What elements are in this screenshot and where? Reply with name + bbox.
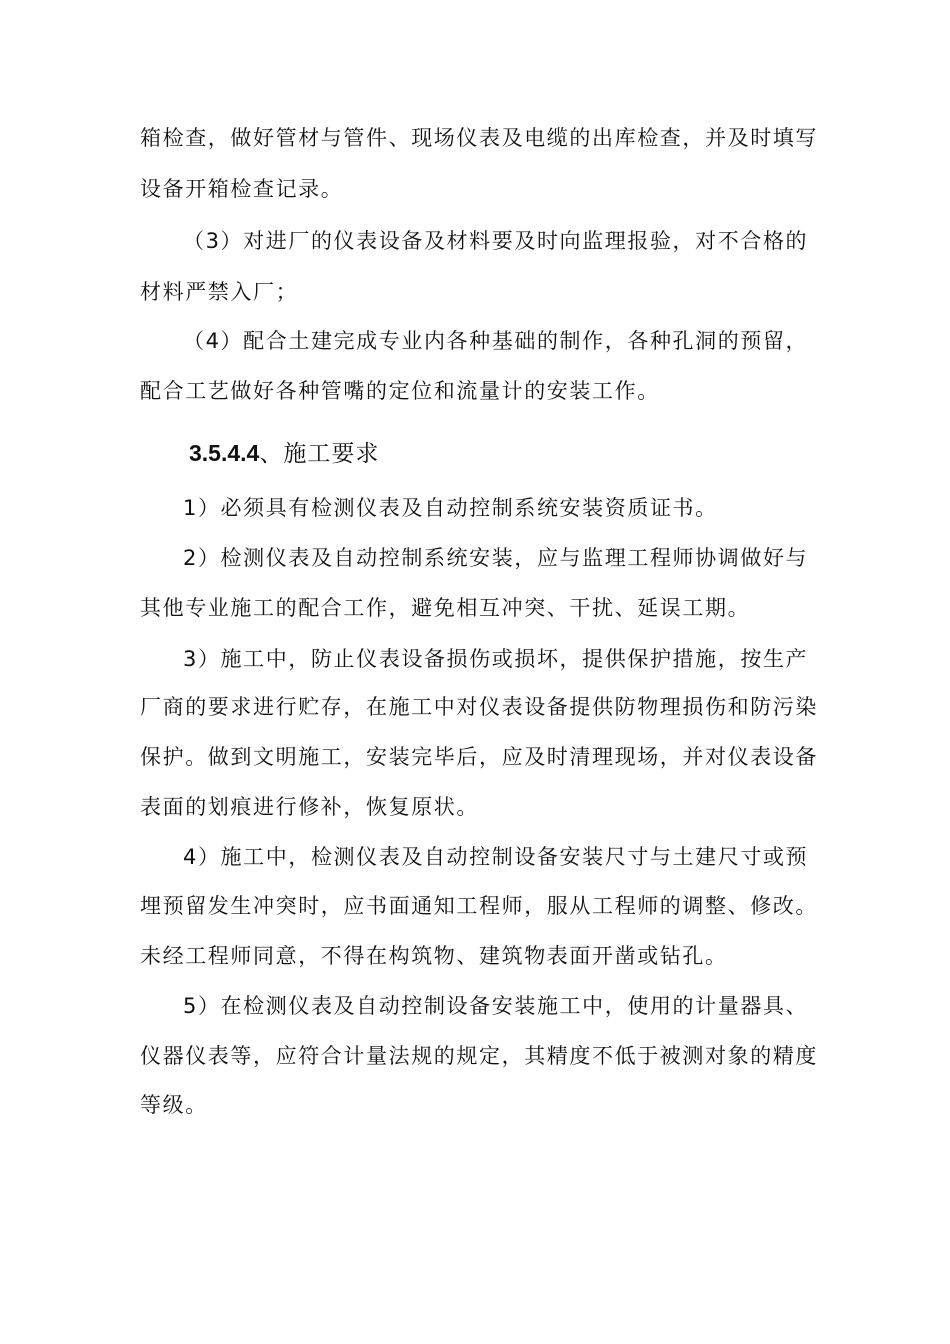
para-intro-line-1: 箱检查，做好管材与管件、现场仪表及电缆的出库检查，并及时填写	[140, 126, 818, 150]
req-2-line-1: 2）检测仪表及自动控制系统安装，应与监理工程师协调做好与	[183, 546, 809, 570]
req-3-line-3: 保护。做到文明施工，安装完毕后，应及时清理现场，并对仪表设备	[140, 745, 818, 769]
req-4-line-3: 未经工程师同意，不得在构筑物、建筑物表面开凿或钻孔。	[140, 944, 728, 968]
req-5-line-1: 5）在检测仪表及自动控制设备安装施工中，使用的计量器具、	[183, 994, 809, 1018]
req-5-line-3: 等级。	[140, 1093, 208, 1117]
section-heading	[189, 436, 379, 471]
para-intro-line-2: 设备开箱检查记录。	[140, 177, 344, 201]
para-4-line-2: 配合工艺做好各种管嘴的定位和流量计的安装工作。	[140, 379, 660, 403]
req-1-line-1: 1）必须具有检测仪表及自动控制系统安装资质证书。	[183, 496, 718, 520]
req-5-line-2: 仪器仪表等，应符合计量法规的规定，其精度不低于被测对象的精度	[140, 1044, 818, 1068]
req-4-line-2: 埋预留发生冲突时，应书面通知工程师，服从工程师的调整、修改。	[140, 894, 818, 918]
para-3-line-2: 材料严禁入厂；	[140, 280, 299, 304]
req-4-line-1: 4）施工中，检测仪表及自动控制设备安装尺寸与土建尺寸或预	[183, 845, 809, 869]
req-2-line-2: 其他专业施工的配合工作，避免相互冲突、干扰、延误工期。	[140, 596, 751, 620]
section-number: 3.5.4.4	[189, 440, 260, 466]
para-3-line-1: （3）对进厂的仪表设备及材料要及时向监理报验，对不合格的	[183, 229, 809, 253]
section-title: 、施工要求	[259, 441, 380, 467]
req-3-line-4: 表面的划痕进行修补，恢复原状。	[140, 795, 479, 819]
req-3-line-1: 3）施工中，防止仪表设备损伤或损坏，提供保护措施，按生产	[183, 647, 809, 671]
req-3-line-2: 厂商的要求进行贮存，在施工中对仪表设备提供防物理损伤和防污染	[140, 695, 818, 719]
para-4-line-1: （4）配合土建完成专业内各种基础的制作，各种孔洞的预留，	[183, 329, 809, 353]
